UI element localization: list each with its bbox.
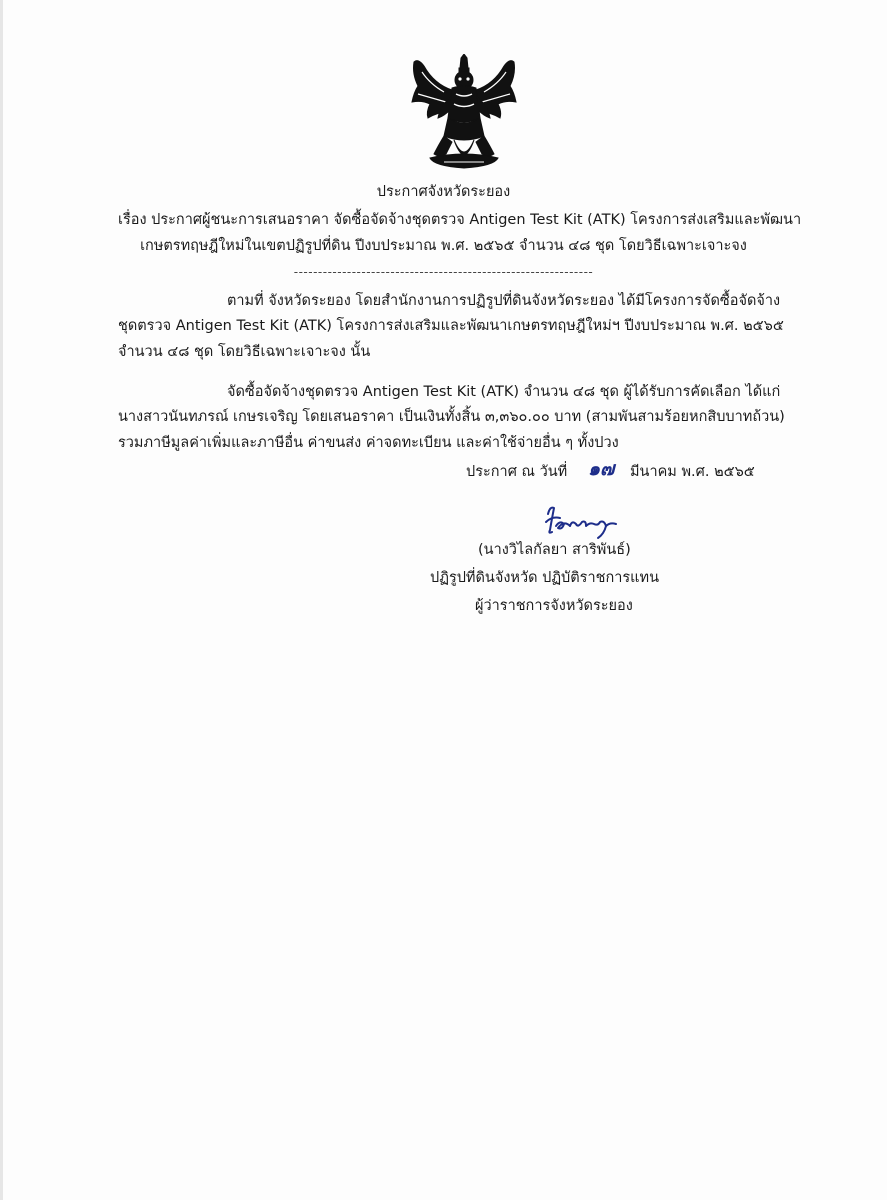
paragraph-2-line-3: รวมภาษีมูลค่าเพิ่มและภาษีอื่น ค่าขนส่ง ค่าจดทะเบียน และค่าใช้จ่ายอื่น ๆ ทั้งปวง bbox=[118, 435, 619, 451]
announcement-title: ประกาศจังหวัดระยอง bbox=[376, 184, 511, 200]
handwritten-signature bbox=[540, 500, 620, 542]
date-day-handwritten: ๑๗ bbox=[588, 458, 615, 480]
paragraph-1-line-2: ชุดตรวจ Antigen Test Kit (ATK) โครงการส่งเสริมและพัฒนาเกษตรทฤษฎีใหม่ฯ ปีงบประมาณ พ.ศ. ๒๕๖๕ bbox=[118, 318, 784, 334]
paragraph-2-line-1: จัดซื้อจัดจ้างชุดตรวจ Antigen Test Kit (ATK) จำนวน ๔๘ ชุด ผู้ได้รับการคัดเลือก ได้แก่ bbox=[227, 384, 781, 400]
paragraph-2-line-2: นางสาวนันทภรณ์ เกษรเจริญ โดยเสนอราคา เป็นเงินทั้งสิ้น ๓,๓๖๐.๐๐ บาท (สามพันสามร้อยหกสิบบาทถ้วน) bbox=[118, 409, 785, 425]
signatory-position-2: ผู้ว่าราชการจังหวัดระยอง bbox=[475, 598, 633, 614]
separator-line: -------------------------------------------------------------- bbox=[293, 265, 594, 279]
subject-line-1: เรื่อง ประกาศผู้ชนะการเสนอราคา จัดซื้อจัดจ้างชุดตรวจ Antigen Test Kit (ATK) โครงการส่งเสริมและพัฒนา bbox=[118, 212, 802, 228]
signatory-name: (นางวิไลกัลยา สาริพันธ์) bbox=[478, 542, 631, 558]
signatory-position-1: ปฏิรูปที่ดินจังหวัด ปฏิบัติราชการแทน bbox=[430, 570, 659, 586]
paragraph-1-line-3: จำนวน ๔๘ ชุด โดยวิธีเฉพาะเจาะจง นั้น bbox=[118, 344, 371, 360]
garuda-emblem bbox=[404, 54, 524, 172]
date-month-year: มีนาคม พ.ศ. ๒๕๖๕ bbox=[630, 464, 755, 480]
subject-line-2: เกษตรทฤษฎีใหม่ในเขตปฏิรูปที่ดิน ปีงบประมาณ พ.ศ. ๒๕๖๕ จำนวน ๔๘ ชุด โดยวิธีเฉพาะเจาะจง bbox=[140, 238, 747, 254]
paragraph-1-line-1: ตามที่ จังหวัดระยอง โดยสำนักงานการปฏิรูปที่ดินจังหวัดระยอง ได้มีโครงการจัดซื้อจัดจ้าง bbox=[227, 293, 781, 309]
date-prefix: ประกาศ ณ วันที่ bbox=[466, 464, 568, 480]
